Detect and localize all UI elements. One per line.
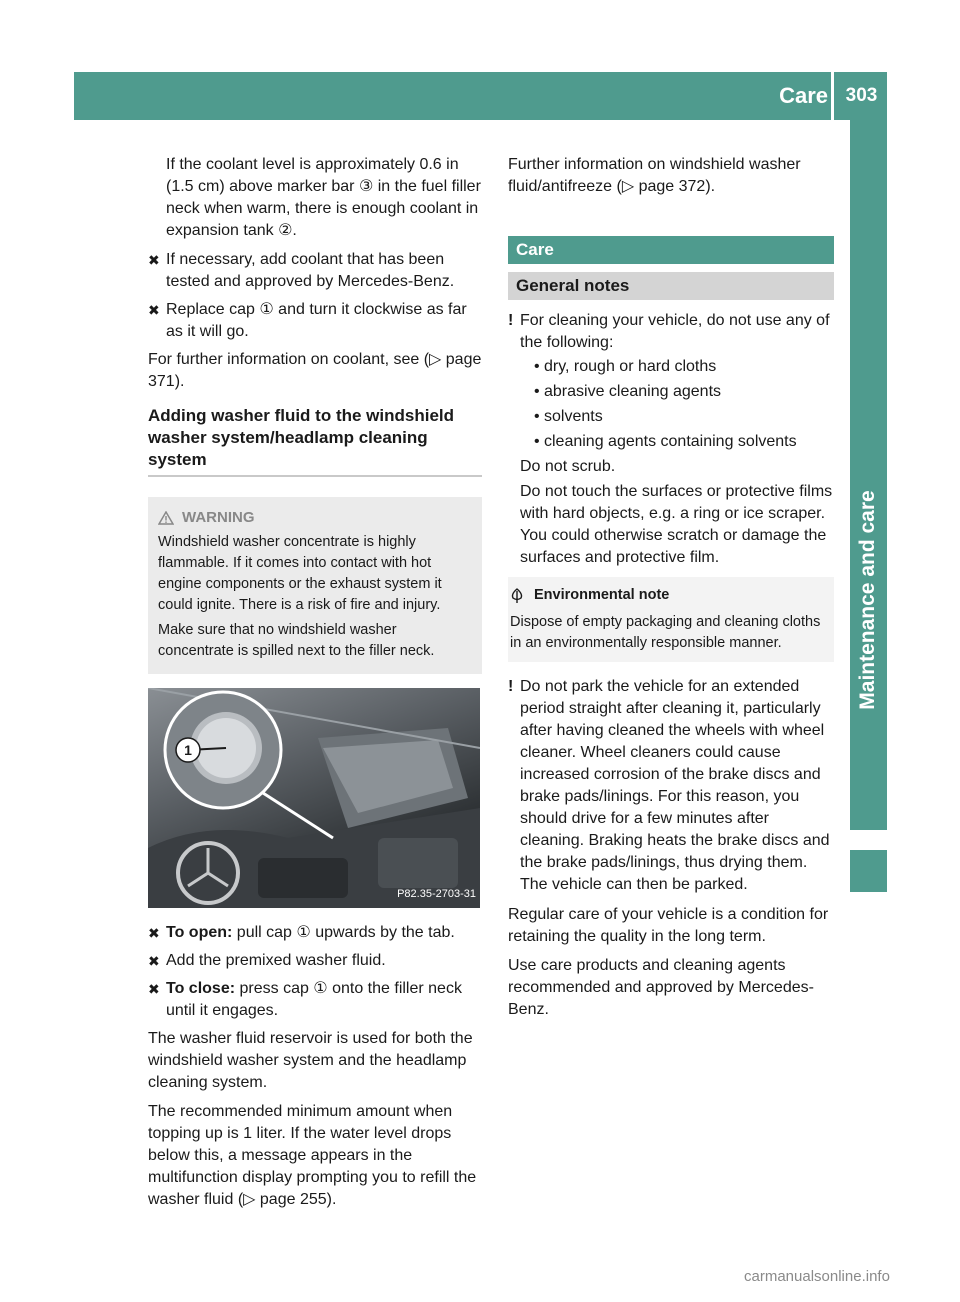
environmental-note-text: Dispose of empty packaging and cleaning cloths in an environmentally responsible manner. — [510, 614, 821, 651]
warning-text-2: Make sure that no windshield washer concentrate is spilled next to the filler neck. — [158, 622, 435, 659]
header-section-title: Care — [779, 83, 828, 108]
warning-title: WARNING — [182, 509, 255, 526]
warning-triangle-icon — [158, 511, 174, 525]
exclamation-icon: ! — [508, 678, 514, 695]
list-item: • solvents — [534, 406, 834, 428]
list-item: • abrasive cleaning agents — [534, 381, 834, 403]
step-replace-cap — [148, 299, 482, 343]
photo-callout-label: 1 — [184, 742, 192, 758]
step-add-washer-fluid — [148, 950, 482, 972]
list-item: • dry, rough or hard cloths — [534, 356, 834, 378]
subsection-bar-general-notes: General notes — [508, 272, 834, 300]
step-text: Replace cap ① and turn it clockwise as far as it will go. — [166, 301, 467, 340]
environmental-note-title: Environmental note — [534, 587, 670, 603]
coolant-info-paragraph: For further information on coolant, see (▷ page 371). — [148, 351, 482, 390]
step-arrow-icon: ✖ — [148, 981, 160, 997]
left-column — [148, 154, 482, 1218]
section-heading-washer-fluid: Adding washer fluid to the windshield washer system/headlamp cleaning system — [148, 405, 482, 477]
header-divider — [831, 72, 834, 120]
exclamation-icon: ! — [508, 312, 514, 329]
image-reference-code: P82.35-2703-31 — [397, 888, 476, 900]
note-parking-text: Do not park the vehicle for an extended period straight after cleaning it, particularly after having cleaned the wheels with wheel cleaner. Wheel cleaners could cause increased corrosion of the brake discs and brake pads/linings. For this reason, you should drive for a few minutes after cleaning. Braking heats the brake discs and the brake pads/linings, thus drying them. The vehicle can then be parked. — [520, 678, 830, 893]
step-arrow-icon: ✖ — [148, 302, 160, 318]
right-column — [508, 154, 834, 1028]
note-no-touch: Do not touch the surfaces or protective films with hard objects, e.g. a ring or ice scraper. You could otherwise scratch or damage the surfaces and protective film. — [520, 483, 833, 566]
step-arrow-icon: ✖ — [148, 252, 160, 268]
environmental-note-box — [508, 577, 834, 662]
reservoir-paragraph: The washer fluid reservoir is used for both the windshield washer system and the headlamp cleaning system. — [148, 1030, 473, 1091]
step-text: pull cap ① upwards by the tab. — [232, 924, 455, 941]
environment-leaf-icon — [510, 588, 524, 604]
warning-header — [158, 507, 472, 528]
step-arrow-icon: ✖ — [148, 925, 160, 941]
warning-box — [148, 497, 482, 674]
list-item: • cleaning agents containing solvents — [534, 431, 834, 453]
step-close-cap — [148, 978, 482, 1022]
step-add-coolant — [148, 249, 482, 293]
care-products-paragraph: Use care products and cleaning agents recommended and approved by Mercedes-Benz. — [508, 957, 814, 1018]
step-text: press cap ① onto the filler neck until it engages. — [166, 980, 462, 1019]
note-no-scrub: Do not scrub. — [520, 458, 616, 475]
step-label: To close: — [166, 980, 236, 997]
regular-care-paragraph: Regular care of your vehicle is a condition for retaining the quality in the long term. — [508, 906, 829, 945]
coolant-level-paragraph: If the coolant level is approximately 0.6 in (1.5 cm) above marker bar ③ in the fuel filler neck when warm, there is enough coolant in expansion tank ②. — [166, 156, 481, 239]
side-tab-label: Maintenance and care — [856, 490, 879, 710]
step-text: Add the premixed washer fluid. — [166, 952, 386, 969]
washer-info-paragraph: Further information on windshield washer fluid/antifreeze (▷ page 372). — [508, 156, 801, 195]
side-tab-block — [850, 850, 887, 892]
engine-bay-illustration — [148, 688, 480, 908]
note-intro: For cleaning your vehicle, do not use any of the following: — [520, 312, 830, 351]
step-label: To open: — [166, 924, 233, 941]
section-bar-care: Care — [508, 236, 834, 264]
side-tab — [850, 120, 887, 830]
warning-text-1: Windshield washer concentrate is highly flammable. If it comes into contact with hot engine components or the exhaust system it could ignite. There is a risk of fire and injury. — [158, 534, 442, 613]
minimum-amount-paragraph: The recommended minimum amount when topping up is 1 liter. If the water level drops below this, a message appears in the multifunction display prompting you to refill the washer fluid (▷ page 255). — [148, 1103, 477, 1208]
cleaning-bullet-list — [520, 356, 834, 453]
step-text: If necessary, add coolant that has been tested and approved by Mercedes-Benz. — [166, 251, 455, 290]
note-cleaning — [508, 310, 834, 569]
environmental-note-header — [510, 585, 828, 606]
engine-bay-photo — [148, 688, 480, 908]
footer-watermark: carmanualsonline.info — [744, 1268, 890, 1285]
note-parking — [508, 676, 834, 896]
step-open-cap — [148, 922, 482, 944]
step-arrow-icon: ✖ — [148, 953, 160, 969]
page-number: 303 — [845, 85, 878, 106]
